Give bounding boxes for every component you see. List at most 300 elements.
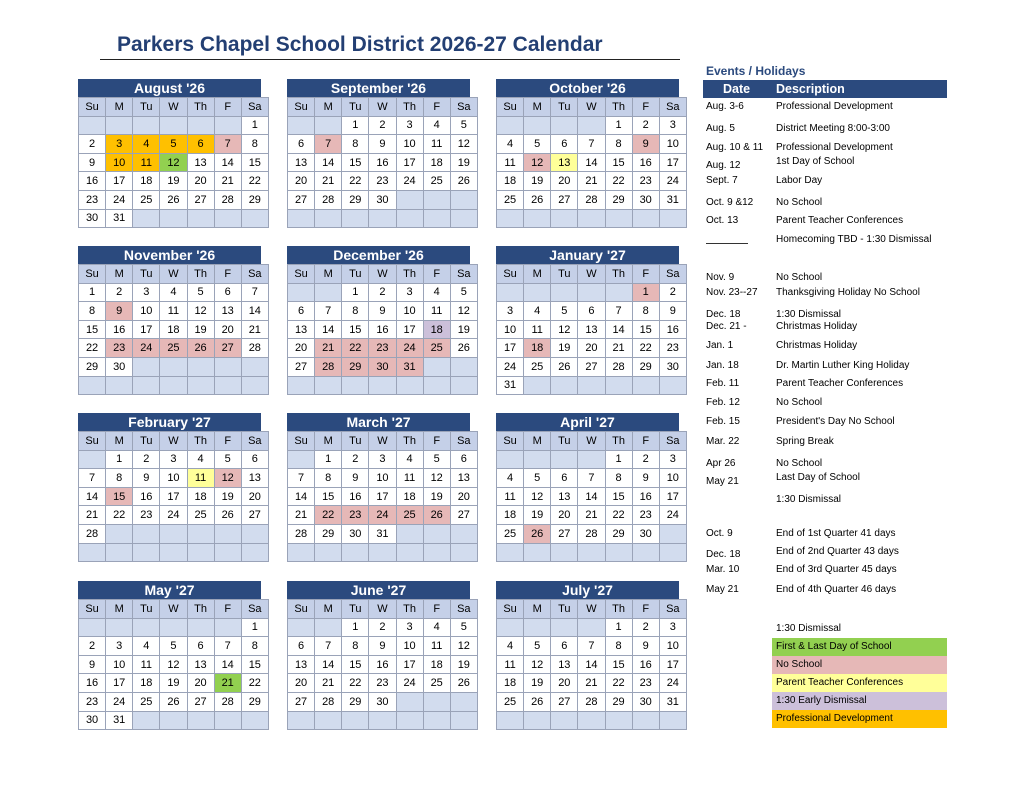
empty-day-cell bbox=[187, 376, 214, 395]
weekday-label: W bbox=[578, 265, 605, 284]
day-cell: 8 bbox=[605, 469, 632, 488]
day-cell: 8 bbox=[241, 637, 268, 656]
empty-day-cell bbox=[160, 524, 187, 543]
day-cell: 29 bbox=[315, 524, 342, 543]
day-cell: 27 bbox=[551, 524, 578, 543]
weekday-label: Sa bbox=[450, 600, 477, 619]
empty-day-cell bbox=[288, 618, 315, 637]
empty-day-cell bbox=[659, 209, 686, 228]
empty-day-cell bbox=[497, 618, 524, 637]
event-date: Oct. 9 bbox=[706, 528, 733, 539]
day-cell: 5 bbox=[450, 116, 477, 135]
empty-day-cell bbox=[551, 116, 578, 135]
day-cell: 17 bbox=[396, 655, 423, 674]
month-title: July '27 bbox=[496, 581, 679, 599]
weekday-label: W bbox=[160, 265, 187, 284]
event-date: Oct. 13 bbox=[706, 215, 739, 226]
event-date: Dec. 21 - bbox=[706, 321, 747, 332]
event-description: Christmas Holiday bbox=[776, 321, 858, 332]
day-cell: 10 bbox=[659, 637, 686, 656]
events-column-header bbox=[703, 80, 947, 98]
day-cell: 4 bbox=[524, 302, 551, 321]
day-cell: 23 bbox=[369, 339, 396, 358]
day-cell: 1 bbox=[605, 450, 632, 469]
day-cell: 18 bbox=[423, 153, 450, 172]
day-cell: 28 bbox=[315, 190, 342, 209]
weekday-label: Sa bbox=[659, 600, 686, 619]
month-calendar bbox=[496, 581, 679, 730]
day-cell: 26 bbox=[450, 172, 477, 191]
empty-day-cell bbox=[241, 524, 268, 543]
empty-day-cell bbox=[450, 711, 477, 730]
blank-date-line bbox=[706, 243, 748, 244]
month-calendar bbox=[287, 581, 470, 730]
day-cell: 23 bbox=[659, 339, 686, 358]
day-cell: 20 bbox=[288, 339, 315, 358]
day-cell: 8 bbox=[342, 135, 369, 154]
day-cell: 30 bbox=[369, 357, 396, 376]
weekday-label: Th bbox=[605, 600, 632, 619]
day-cell: 31 bbox=[497, 376, 524, 395]
day-cell: 26 bbox=[524, 692, 551, 711]
day-cell: 25 bbox=[133, 692, 160, 711]
day-cell: 12 bbox=[160, 655, 187, 674]
weekday-label: Tu bbox=[551, 432, 578, 451]
day-cell: 19 bbox=[160, 172, 187, 191]
weekday-label: Su bbox=[288, 98, 315, 117]
day-cell: 10 bbox=[106, 153, 133, 172]
weekday-label: Th bbox=[396, 98, 423, 117]
empty-day-cell bbox=[342, 543, 369, 562]
empty-day-cell bbox=[497, 209, 524, 228]
month-title: June '27 bbox=[287, 581, 470, 599]
day-cell: 9 bbox=[106, 302, 133, 321]
day-cell: 24 bbox=[106, 190, 133, 209]
day-cell: 9 bbox=[79, 655, 106, 674]
empty-day-cell bbox=[133, 376, 160, 395]
day-cell: 26 bbox=[551, 357, 578, 376]
empty-day-cell bbox=[423, 692, 450, 711]
day-cell: 16 bbox=[106, 320, 133, 339]
weekday-label: Th bbox=[396, 265, 423, 284]
day-cell: 6 bbox=[288, 637, 315, 656]
day-cell: 21 bbox=[578, 674, 605, 693]
day-cell: 21 bbox=[79, 506, 106, 525]
day-cell: 22 bbox=[342, 674, 369, 693]
day-cell: 26 bbox=[423, 506, 450, 525]
day-cell: 6 bbox=[288, 135, 315, 154]
day-cell: 29 bbox=[342, 357, 369, 376]
event-description: President's Day No School bbox=[776, 416, 895, 427]
day-cell: 20 bbox=[288, 674, 315, 693]
day-cell: 5 bbox=[160, 135, 187, 154]
day-cell: 17 bbox=[106, 172, 133, 191]
day-cell: 29 bbox=[632, 357, 659, 376]
day-cell: 16 bbox=[369, 655, 396, 674]
weekday-label: Su bbox=[497, 98, 524, 117]
empty-day-cell bbox=[160, 711, 187, 730]
day-cell: 7 bbox=[214, 637, 241, 656]
empty-day-cell bbox=[315, 376, 342, 395]
day-cell: 15 bbox=[315, 487, 342, 506]
day-cell: 18 bbox=[524, 339, 551, 358]
day-cell: 19 bbox=[524, 172, 551, 191]
empty-day-cell bbox=[106, 618, 133, 637]
day-cell: 4 bbox=[497, 469, 524, 488]
event-description: Parent Teacher Conferences bbox=[776, 378, 904, 389]
event-date: Dec. 18 bbox=[706, 309, 741, 320]
day-cell: 24 bbox=[133, 339, 160, 358]
day-cell: 6 bbox=[551, 637, 578, 656]
day-cell: 27 bbox=[551, 190, 578, 209]
day-cell: 14 bbox=[315, 320, 342, 339]
day-cell: 24 bbox=[659, 674, 686, 693]
day-cell: 27 bbox=[187, 692, 214, 711]
empty-day-cell bbox=[396, 692, 423, 711]
event-description: Spring Break bbox=[776, 436, 834, 447]
day-cell: 13 bbox=[551, 487, 578, 506]
empty-day-cell bbox=[551, 283, 578, 302]
day-cell: 3 bbox=[497, 302, 524, 321]
weekday-label: Su bbox=[497, 432, 524, 451]
day-cell: 19 bbox=[160, 674, 187, 693]
day-cell: 13 bbox=[551, 153, 578, 172]
day-cell: 21 bbox=[578, 506, 605, 525]
day-cell: 29 bbox=[605, 524, 632, 543]
empty-day-cell bbox=[214, 376, 241, 395]
empty-day-cell bbox=[524, 450, 551, 469]
empty-day-cell bbox=[450, 190, 477, 209]
day-cell: 11 bbox=[524, 320, 551, 339]
month-title: January '27 bbox=[496, 246, 679, 264]
day-cell: 13 bbox=[187, 655, 214, 674]
weekday-label: M bbox=[106, 98, 133, 117]
weekday-label: F bbox=[632, 98, 659, 117]
day-cell: 22 bbox=[605, 506, 632, 525]
day-cell: 28 bbox=[578, 692, 605, 711]
day-cell: 10 bbox=[160, 469, 187, 488]
empty-day-cell bbox=[214, 357, 241, 376]
empty-day-cell bbox=[524, 376, 551, 395]
day-cell: 6 bbox=[551, 469, 578, 488]
empty-day-cell bbox=[133, 209, 160, 228]
day-cell: 14 bbox=[315, 153, 342, 172]
day-cell: 8 bbox=[342, 637, 369, 656]
weekday-label: M bbox=[315, 98, 342, 117]
legend-item: Professional Development bbox=[772, 710, 947, 728]
day-cell: 31 bbox=[369, 524, 396, 543]
day-cell: 16 bbox=[659, 320, 686, 339]
day-cell: 18 bbox=[187, 487, 214, 506]
weekday-label: Th bbox=[396, 600, 423, 619]
day-cell: 3 bbox=[396, 116, 423, 135]
month-calendar bbox=[496, 79, 679, 228]
empty-day-cell bbox=[396, 711, 423, 730]
day-cell: 2 bbox=[659, 283, 686, 302]
event-description: End of 3rd Quarter 45 days bbox=[776, 564, 897, 575]
day-cell: 23 bbox=[342, 506, 369, 525]
empty-day-cell bbox=[187, 209, 214, 228]
empty-day-cell bbox=[551, 711, 578, 730]
page-title: Parkers Chapel School District 2026-27 Calendar bbox=[117, 33, 603, 56]
day-cell: 4 bbox=[497, 637, 524, 656]
event-date: Aug. 12 bbox=[706, 160, 741, 171]
weekday-label: Sa bbox=[241, 98, 268, 117]
weekday-label: Sa bbox=[450, 432, 477, 451]
empty-day-cell bbox=[160, 357, 187, 376]
day-cell: 4 bbox=[160, 283, 187, 302]
month-title: May '27 bbox=[78, 581, 261, 599]
day-cell: 27 bbox=[187, 190, 214, 209]
day-cell: 18 bbox=[133, 674, 160, 693]
event-description: No School bbox=[776, 458, 823, 469]
day-cell: 22 bbox=[342, 172, 369, 191]
empty-day-cell bbox=[288, 116, 315, 135]
day-cell: 26 bbox=[450, 674, 477, 693]
empty-day-cell bbox=[241, 543, 268, 562]
day-cell: 21 bbox=[214, 172, 241, 191]
event-description: No School bbox=[776, 272, 823, 283]
day-cell: 3 bbox=[369, 450, 396, 469]
weekday-label: W bbox=[160, 432, 187, 451]
month-title: December '26 bbox=[287, 246, 470, 264]
weekday-label: M bbox=[106, 432, 133, 451]
empty-day-cell bbox=[450, 376, 477, 395]
event-description: Christmas Holiday bbox=[776, 340, 858, 351]
day-cell: 31 bbox=[106, 711, 133, 730]
legend bbox=[772, 620, 947, 728]
day-cell: 5 bbox=[524, 135, 551, 154]
day-cell: 15 bbox=[342, 320, 369, 339]
day-cell: 10 bbox=[369, 469, 396, 488]
weekday-label: Tu bbox=[342, 432, 369, 451]
event-date: Jan. 1 bbox=[706, 340, 734, 351]
day-cell: 28 bbox=[315, 692, 342, 711]
empty-day-cell bbox=[632, 543, 659, 562]
empty-day-cell bbox=[450, 209, 477, 228]
weekday-label: M bbox=[106, 265, 133, 284]
day-cell: 17 bbox=[106, 674, 133, 693]
empty-day-cell bbox=[551, 376, 578, 395]
day-cell: 10 bbox=[396, 637, 423, 656]
day-cell: 16 bbox=[632, 487, 659, 506]
day-cell: 30 bbox=[79, 711, 106, 730]
day-cell: 30 bbox=[369, 190, 396, 209]
day-cell: 24 bbox=[659, 172, 686, 191]
weekday-label: F bbox=[214, 98, 241, 117]
empty-day-cell bbox=[288, 711, 315, 730]
event-description: No School bbox=[776, 397, 823, 408]
day-cell: 23 bbox=[369, 674, 396, 693]
weekday-label: M bbox=[315, 265, 342, 284]
day-cell: 27 bbox=[288, 692, 315, 711]
day-cell: 10 bbox=[497, 320, 524, 339]
day-cell: 17 bbox=[659, 487, 686, 506]
empty-day-cell bbox=[369, 543, 396, 562]
day-cell: 11 bbox=[497, 153, 524, 172]
day-cell: 12 bbox=[450, 637, 477, 656]
day-cell: 2 bbox=[369, 618, 396, 637]
weekday-label: Sa bbox=[659, 98, 686, 117]
day-cell: 21 bbox=[315, 339, 342, 358]
empty-day-cell bbox=[605, 283, 632, 302]
legend-item: 1:30 Dismissal bbox=[772, 620, 947, 638]
day-cell: 7 bbox=[578, 469, 605, 488]
weekday-label: F bbox=[632, 432, 659, 451]
day-cell: 20 bbox=[187, 674, 214, 693]
empty-day-cell bbox=[241, 357, 268, 376]
day-cell: 1 bbox=[605, 116, 632, 135]
weekday-label: Tu bbox=[342, 98, 369, 117]
day-cell: 14 bbox=[578, 487, 605, 506]
empty-day-cell bbox=[214, 618, 241, 637]
empty-day-cell bbox=[133, 711, 160, 730]
empty-day-cell bbox=[79, 376, 106, 395]
empty-day-cell bbox=[315, 209, 342, 228]
day-cell: 7 bbox=[241, 283, 268, 302]
weekday-label: Th bbox=[187, 98, 214, 117]
day-cell: 30 bbox=[632, 692, 659, 711]
weekday-label: F bbox=[423, 600, 450, 619]
day-cell: 1 bbox=[342, 283, 369, 302]
empty-day-cell bbox=[79, 450, 106, 469]
day-cell: 14 bbox=[79, 487, 106, 506]
day-cell: 7 bbox=[79, 469, 106, 488]
weekday-label: Tu bbox=[342, 265, 369, 284]
day-cell: 27 bbox=[578, 357, 605, 376]
day-cell: 31 bbox=[106, 209, 133, 228]
day-cell: 16 bbox=[342, 487, 369, 506]
day-cell: 28 bbox=[315, 357, 342, 376]
empty-day-cell bbox=[369, 376, 396, 395]
day-cell: 7 bbox=[288, 469, 315, 488]
empty-day-cell bbox=[214, 116, 241, 135]
day-cell: 2 bbox=[342, 450, 369, 469]
day-cell: 27 bbox=[551, 692, 578, 711]
day-cell: 3 bbox=[659, 618, 686, 637]
day-cell: 13 bbox=[214, 302, 241, 321]
weekday-label: Th bbox=[605, 98, 632, 117]
day-cell: 15 bbox=[605, 655, 632, 674]
weekday-label: Tu bbox=[133, 265, 160, 284]
day-cell: 24 bbox=[497, 357, 524, 376]
day-cell: 6 bbox=[578, 302, 605, 321]
empty-day-cell bbox=[187, 357, 214, 376]
weekday-label: Tu bbox=[342, 600, 369, 619]
day-cell: 29 bbox=[241, 190, 268, 209]
day-cell: 28 bbox=[605, 357, 632, 376]
day-cell: 20 bbox=[187, 172, 214, 191]
day-cell: 15 bbox=[605, 487, 632, 506]
weekday-label: W bbox=[160, 98, 187, 117]
day-cell: 8 bbox=[79, 302, 106, 321]
day-cell: 1 bbox=[241, 618, 268, 637]
empty-day-cell bbox=[315, 618, 342, 637]
event-description: 1st Day of School bbox=[776, 156, 855, 167]
day-cell: 24 bbox=[106, 692, 133, 711]
day-cell: 12 bbox=[423, 469, 450, 488]
event-description: Professional Development bbox=[776, 101, 893, 112]
day-cell: 18 bbox=[497, 172, 524, 191]
day-cell: 28 bbox=[288, 524, 315, 543]
day-cell: 23 bbox=[79, 190, 106, 209]
event-date: Nov. 23--27 bbox=[706, 287, 758, 298]
day-cell: 9 bbox=[369, 135, 396, 154]
day-cell: 25 bbox=[133, 190, 160, 209]
weekday-label: M bbox=[524, 98, 551, 117]
event-description: 1:30 Dismissal bbox=[776, 494, 842, 505]
day-cell: 8 bbox=[106, 469, 133, 488]
empty-day-cell bbox=[605, 543, 632, 562]
day-cell: 25 bbox=[497, 524, 524, 543]
day-cell: 20 bbox=[551, 172, 578, 191]
event-description: District Meeting 8:00-3:00 bbox=[776, 123, 890, 134]
empty-day-cell bbox=[214, 209, 241, 228]
weekday-label: Su bbox=[79, 600, 106, 619]
day-cell: 19 bbox=[450, 153, 477, 172]
day-cell: 21 bbox=[605, 339, 632, 358]
description-column-header: Description bbox=[776, 82, 845, 96]
day-cell: 31 bbox=[659, 692, 686, 711]
month-calendar bbox=[496, 413, 679, 562]
day-cell: 6 bbox=[241, 450, 268, 469]
day-cell: 26 bbox=[160, 190, 187, 209]
weekday-label: W bbox=[369, 98, 396, 117]
weekday-label: Tu bbox=[133, 98, 160, 117]
empty-day-cell bbox=[632, 711, 659, 730]
day-cell: 21 bbox=[315, 674, 342, 693]
day-cell: 6 bbox=[187, 637, 214, 656]
day-cell: 25 bbox=[423, 674, 450, 693]
empty-day-cell bbox=[524, 283, 551, 302]
weekday-label: M bbox=[524, 265, 551, 284]
day-cell: 28 bbox=[578, 524, 605, 543]
day-cell: 5 bbox=[423, 450, 450, 469]
empty-day-cell bbox=[79, 116, 106, 135]
day-cell: 19 bbox=[214, 487, 241, 506]
event-date: Sept. 7 bbox=[706, 175, 738, 186]
day-cell: 15 bbox=[605, 153, 632, 172]
day-cell: 1 bbox=[106, 450, 133, 469]
event-date: Apr 26 bbox=[706, 458, 736, 469]
weekday-label: Sa bbox=[659, 265, 686, 284]
event-description: Homecoming TBD - 1:30 Dismissal bbox=[776, 234, 932, 245]
day-cell: 28 bbox=[241, 339, 268, 358]
weekday-label: Th bbox=[187, 265, 214, 284]
weekday-label: Sa bbox=[241, 600, 268, 619]
day-cell: 15 bbox=[106, 487, 133, 506]
event-date: Jan. 18 bbox=[706, 360, 739, 371]
day-cell: 25 bbox=[396, 506, 423, 525]
day-cell: 4 bbox=[133, 637, 160, 656]
weekday-label: F bbox=[423, 432, 450, 451]
day-cell: 1 bbox=[605, 618, 632, 637]
day-cell: 13 bbox=[551, 655, 578, 674]
empty-day-cell bbox=[288, 450, 315, 469]
day-cell: 27 bbox=[241, 506, 268, 525]
day-cell: 3 bbox=[106, 135, 133, 154]
day-cell: 9 bbox=[79, 153, 106, 172]
day-cell: 18 bbox=[133, 172, 160, 191]
day-cell: 5 bbox=[524, 469, 551, 488]
day-cell: 7 bbox=[214, 135, 241, 154]
day-cell: 10 bbox=[659, 135, 686, 154]
day-cell: 6 bbox=[450, 450, 477, 469]
day-cell: 5 bbox=[450, 283, 477, 302]
empty-day-cell bbox=[342, 711, 369, 730]
day-cell: 14 bbox=[214, 153, 241, 172]
day-cell: 10 bbox=[133, 302, 160, 321]
